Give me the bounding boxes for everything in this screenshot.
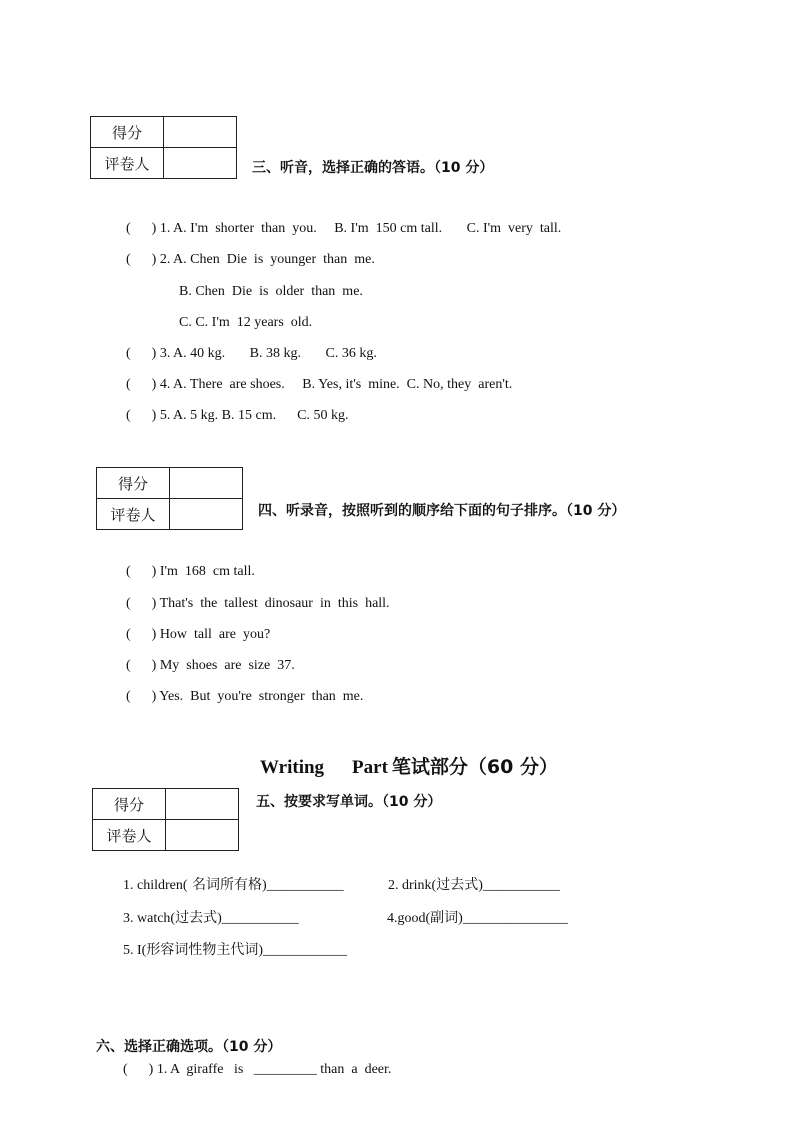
grader-label: 评卷人 <box>91 148 164 179</box>
section5-heading: 五、按要求写单词。（10 分） <box>256 794 442 810</box>
score-blank[interactable] <box>166 789 239 820</box>
section3-item-5: ( ) 5. A. 5 kg. B. 15 cm. C. 50 kg. <box>126 408 349 423</box>
section4-item-4: ( ) My shoes are size 37. <box>126 658 295 673</box>
section6-heading: 六、选择正确选项。（10 分） <box>96 1039 282 1055</box>
writing-word: Writing <box>260 757 325 778</box>
score-label: 得分 <box>91 117 164 148</box>
section4-heading: 四、听录音，按照听到的顺序给下面的句子排序。（10 分） <box>258 503 626 519</box>
section5-item-4: 4.good(副词)_______________ <box>387 910 568 926</box>
writing-part-title <box>260 752 558 779</box>
score-table-3 <box>92 788 239 851</box>
grader-blank[interactable] <box>166 820 239 851</box>
score-blank[interactable] <box>164 117 237 148</box>
section5-item-3: 3. watch(过去式)___________ <box>123 910 299 926</box>
score-label: 得分 <box>97 468 170 499</box>
section4-item-1: ( ) I'm 168 cm tall. <box>126 564 255 579</box>
section3-heading: 三、听音，选择正确的答语。（10 分） <box>252 160 494 176</box>
grader-label: 评卷人 <box>97 499 170 530</box>
grader-blank[interactable] <box>164 148 237 179</box>
grader-label: 评卷人 <box>93 820 166 851</box>
section5-item-1: 1. children( 名词所有格)___________ <box>123 877 344 893</box>
score-table-2 <box>96 467 243 530</box>
section5-item-2: 2. drink(过去式)___________ <box>388 877 560 893</box>
section4-item-3: ( ) How tall are you? <box>126 627 271 642</box>
section5-item-5: 5. I(形容词性物主代词)____________ <box>123 942 347 958</box>
writing-part-cn: 笔试部分（60 分） <box>391 756 558 778</box>
section3-item-3: ( ) 3. A. 40 kg. B. 38 kg. C. 36 kg. <box>126 346 377 361</box>
score-blank[interactable] <box>170 468 243 499</box>
score-table-1 <box>90 116 237 179</box>
section4-item-5: ( ) Yes. But you're stronger than me. <box>126 689 364 704</box>
section3-item-2: ( ) 2. A. Chen Die is younger than me. <box>126 252 375 267</box>
section3-item-1: ( ) 1. A. I'm shorter than you. B. I'm 150 cm tall. C. I'm very tall. <box>126 221 562 236</box>
section3-item-4: ( ) 4. A. There are shoes. B. Yes, it's mine. C. No, they aren't. <box>126 377 513 392</box>
section3-item-2b: B. Chen Die is older than me. <box>179 284 363 299</box>
section3-item-2c: C. C. I'm 12 years old. <box>179 315 313 330</box>
section4-item-2: ( ) That's the tallest dinosaur in this hall. <box>126 596 390 611</box>
section6-item-1: ( ) 1. A giraffe is _________ than a deer. <box>123 1062 392 1077</box>
part-word: Part <box>352 757 388 778</box>
grader-blank[interactable] <box>170 499 243 530</box>
score-label: 得分 <box>93 789 166 820</box>
